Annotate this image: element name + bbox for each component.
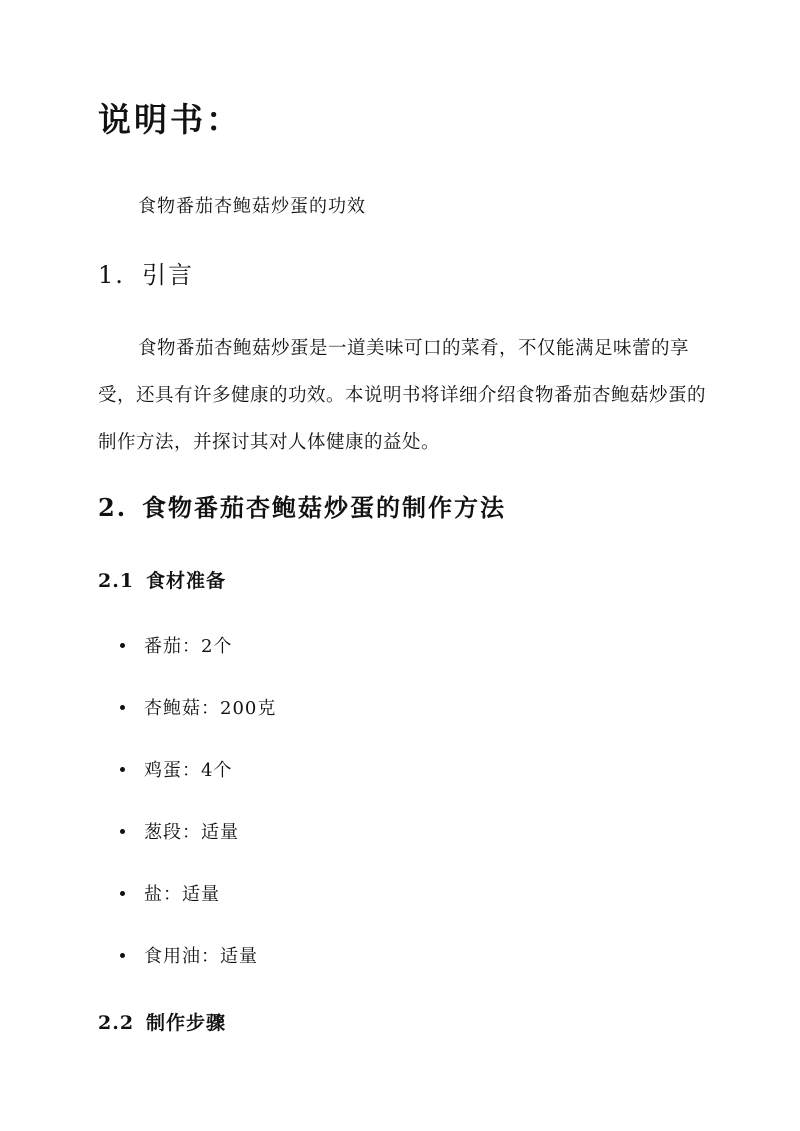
subsection-2-2-title: 制作步骤 bbox=[146, 1012, 227, 1034]
subsection-2-1-title: 食材准备 bbox=[146, 570, 227, 592]
document-subtitle: 食物番茄杏鲍菇炒蛋的功效 bbox=[138, 196, 366, 217]
list-item: 杏鲍菇：200克 bbox=[120, 694, 276, 724]
subsection-2-1-number: 2.1 bbox=[98, 570, 135, 592]
subsection-2-2-heading bbox=[98, 1008, 226, 1038]
subsection-2-2-number: 2.2 bbox=[98, 1012, 135, 1034]
list-item: 盐：适量 bbox=[120, 880, 220, 910]
bullet-icon bbox=[120, 829, 125, 834]
section-2-title: 食物番茄杏鲍菇炒蛋的制作方法 bbox=[142, 493, 506, 522]
intro-paragraph: 食物番茄杏鲍菇炒蛋是一道美味可口的菜肴，不仅能满足味蕾的享受，还具有许多健康的功效。本说明书将详细介绍食物番茄杏鲍菇炒蛋的制作方法，并探讨其对人体健康的益处。 bbox=[98, 338, 707, 453]
section-2-heading bbox=[98, 488, 506, 528]
section-2-number: 2. bbox=[98, 493, 128, 522]
list-item: 食用油：适量 bbox=[120, 942, 258, 972]
list-item: 葱段：适量 bbox=[120, 818, 239, 848]
section-1-heading bbox=[98, 255, 194, 295]
list-item: 鸡蛋：4个 bbox=[120, 756, 232, 786]
bullet-icon bbox=[120, 643, 125, 648]
bullet-icon bbox=[120, 705, 125, 710]
section-1-title: 引言 bbox=[142, 261, 194, 289]
bullet-icon bbox=[120, 767, 125, 772]
section-1-number: 1. bbox=[98, 261, 125, 289]
list-item: 番茄：2个 bbox=[120, 632, 232, 662]
bullet-icon bbox=[120, 891, 125, 896]
bullet-icon bbox=[120, 953, 125, 958]
subsection-2-1-heading bbox=[98, 566, 226, 596]
page-title: 说明书： bbox=[98, 100, 242, 139]
